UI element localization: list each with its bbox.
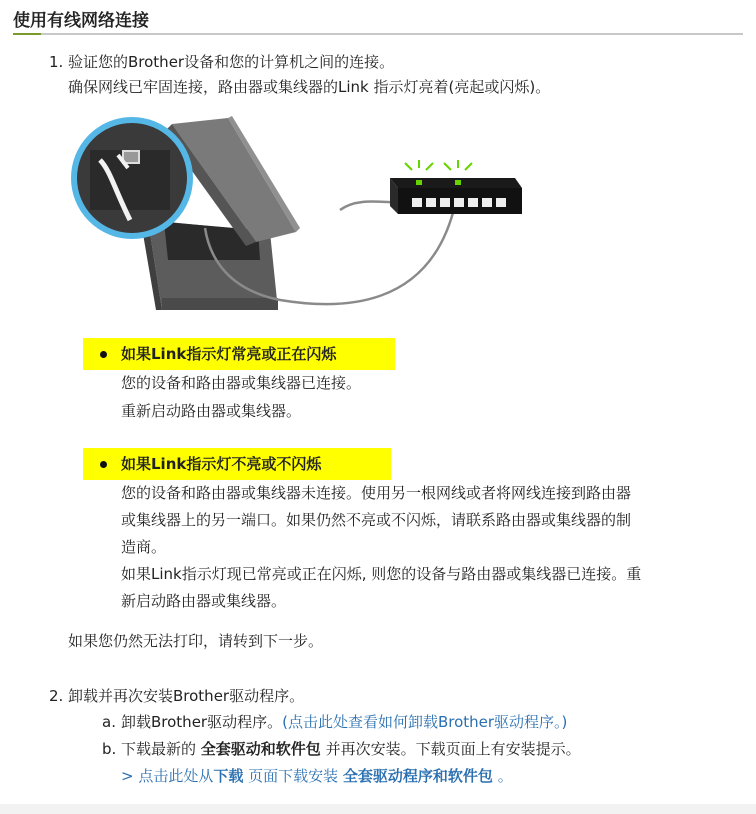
case-off-line3: 造商。 xyxy=(121,538,167,556)
step1-fallback: 如果您仍然无法打印，请转到下一步。 xyxy=(68,632,324,650)
case-off-line5: 新启动路由器或集线器。 xyxy=(121,592,287,610)
step2-a-text: 卸载Brother驱动程序。 xyxy=(121,713,283,731)
download-link[interactable] xyxy=(121,765,513,787)
download-link-part4[interactable]: 全套驱动程序和软件包 xyxy=(342,767,493,785)
case-on-heading: 如果Link指示灯常亮或正在闪烁 xyxy=(121,345,337,363)
uninstall-help-link[interactable]: (点击此处查看如何卸载Brother驱动程序。) xyxy=(282,713,568,731)
title-divider xyxy=(13,33,743,35)
case-on-line1: 您的设备和路由器或集线器已连接。 xyxy=(121,374,362,392)
download-link-part1[interactable]: > 点击此处从 xyxy=(121,767,214,785)
step2-b-bold: 全套驱动和软件包 xyxy=(200,740,321,758)
case-off-heading: 如果Link指示灯不亮或不闪烁 xyxy=(121,455,322,473)
step2-a-label: a. xyxy=(102,713,116,731)
bullet-icon xyxy=(100,461,107,468)
step2-b-prefix: 下载最新的 xyxy=(121,740,201,758)
step2-b-label: b. xyxy=(102,740,117,758)
download-link-part5[interactable]: 。 xyxy=(492,767,513,785)
step2-a-row xyxy=(121,711,567,733)
step1-number: 1. xyxy=(49,53,64,71)
page-title: 使用有线网络连接 xyxy=(13,11,149,31)
download-link-part3[interactable]: 页面下载安装 xyxy=(243,767,343,785)
connection-illustration xyxy=(60,110,540,330)
step2-number: 2. xyxy=(49,687,64,705)
network-hub xyxy=(390,160,522,214)
step2-heading: 卸载并再次安装Brother驱动程序。 xyxy=(68,687,305,705)
step1-intro: 确保网线已牢固连接，路由器或集线器的Link 指示灯亮着(亮起或闪烁)。 xyxy=(68,78,551,96)
step1-heading: 验证您的Brother设备和您的计算机之间的连接。 xyxy=(68,53,395,71)
footer-band xyxy=(0,804,756,814)
step2-b-row xyxy=(121,738,581,760)
step2-b-suffix: 并再次安装。下载页面上有安装提示。 xyxy=(320,740,581,758)
case-off-line1: 您的设备和路由器或集线器未连接。使用另一根网线或者将网线连接到路由器 xyxy=(121,484,632,502)
case-off-line4: 如果Link指示灯现已常亮或正在闪烁, 则您的设备与路由器或集线器已连接。重 xyxy=(121,565,642,583)
ethernet-port-closeup xyxy=(74,120,190,236)
bullet-icon xyxy=(100,351,107,358)
case-on-line2: 重新启动路由器或集线器。 xyxy=(121,402,302,420)
download-link-part2[interactable]: 下载 xyxy=(213,767,244,785)
case-off-line2: 或集线器上的另一端口。如果仍然不亮或不闪烁，请联系路由器或集线器的制 xyxy=(121,511,632,529)
